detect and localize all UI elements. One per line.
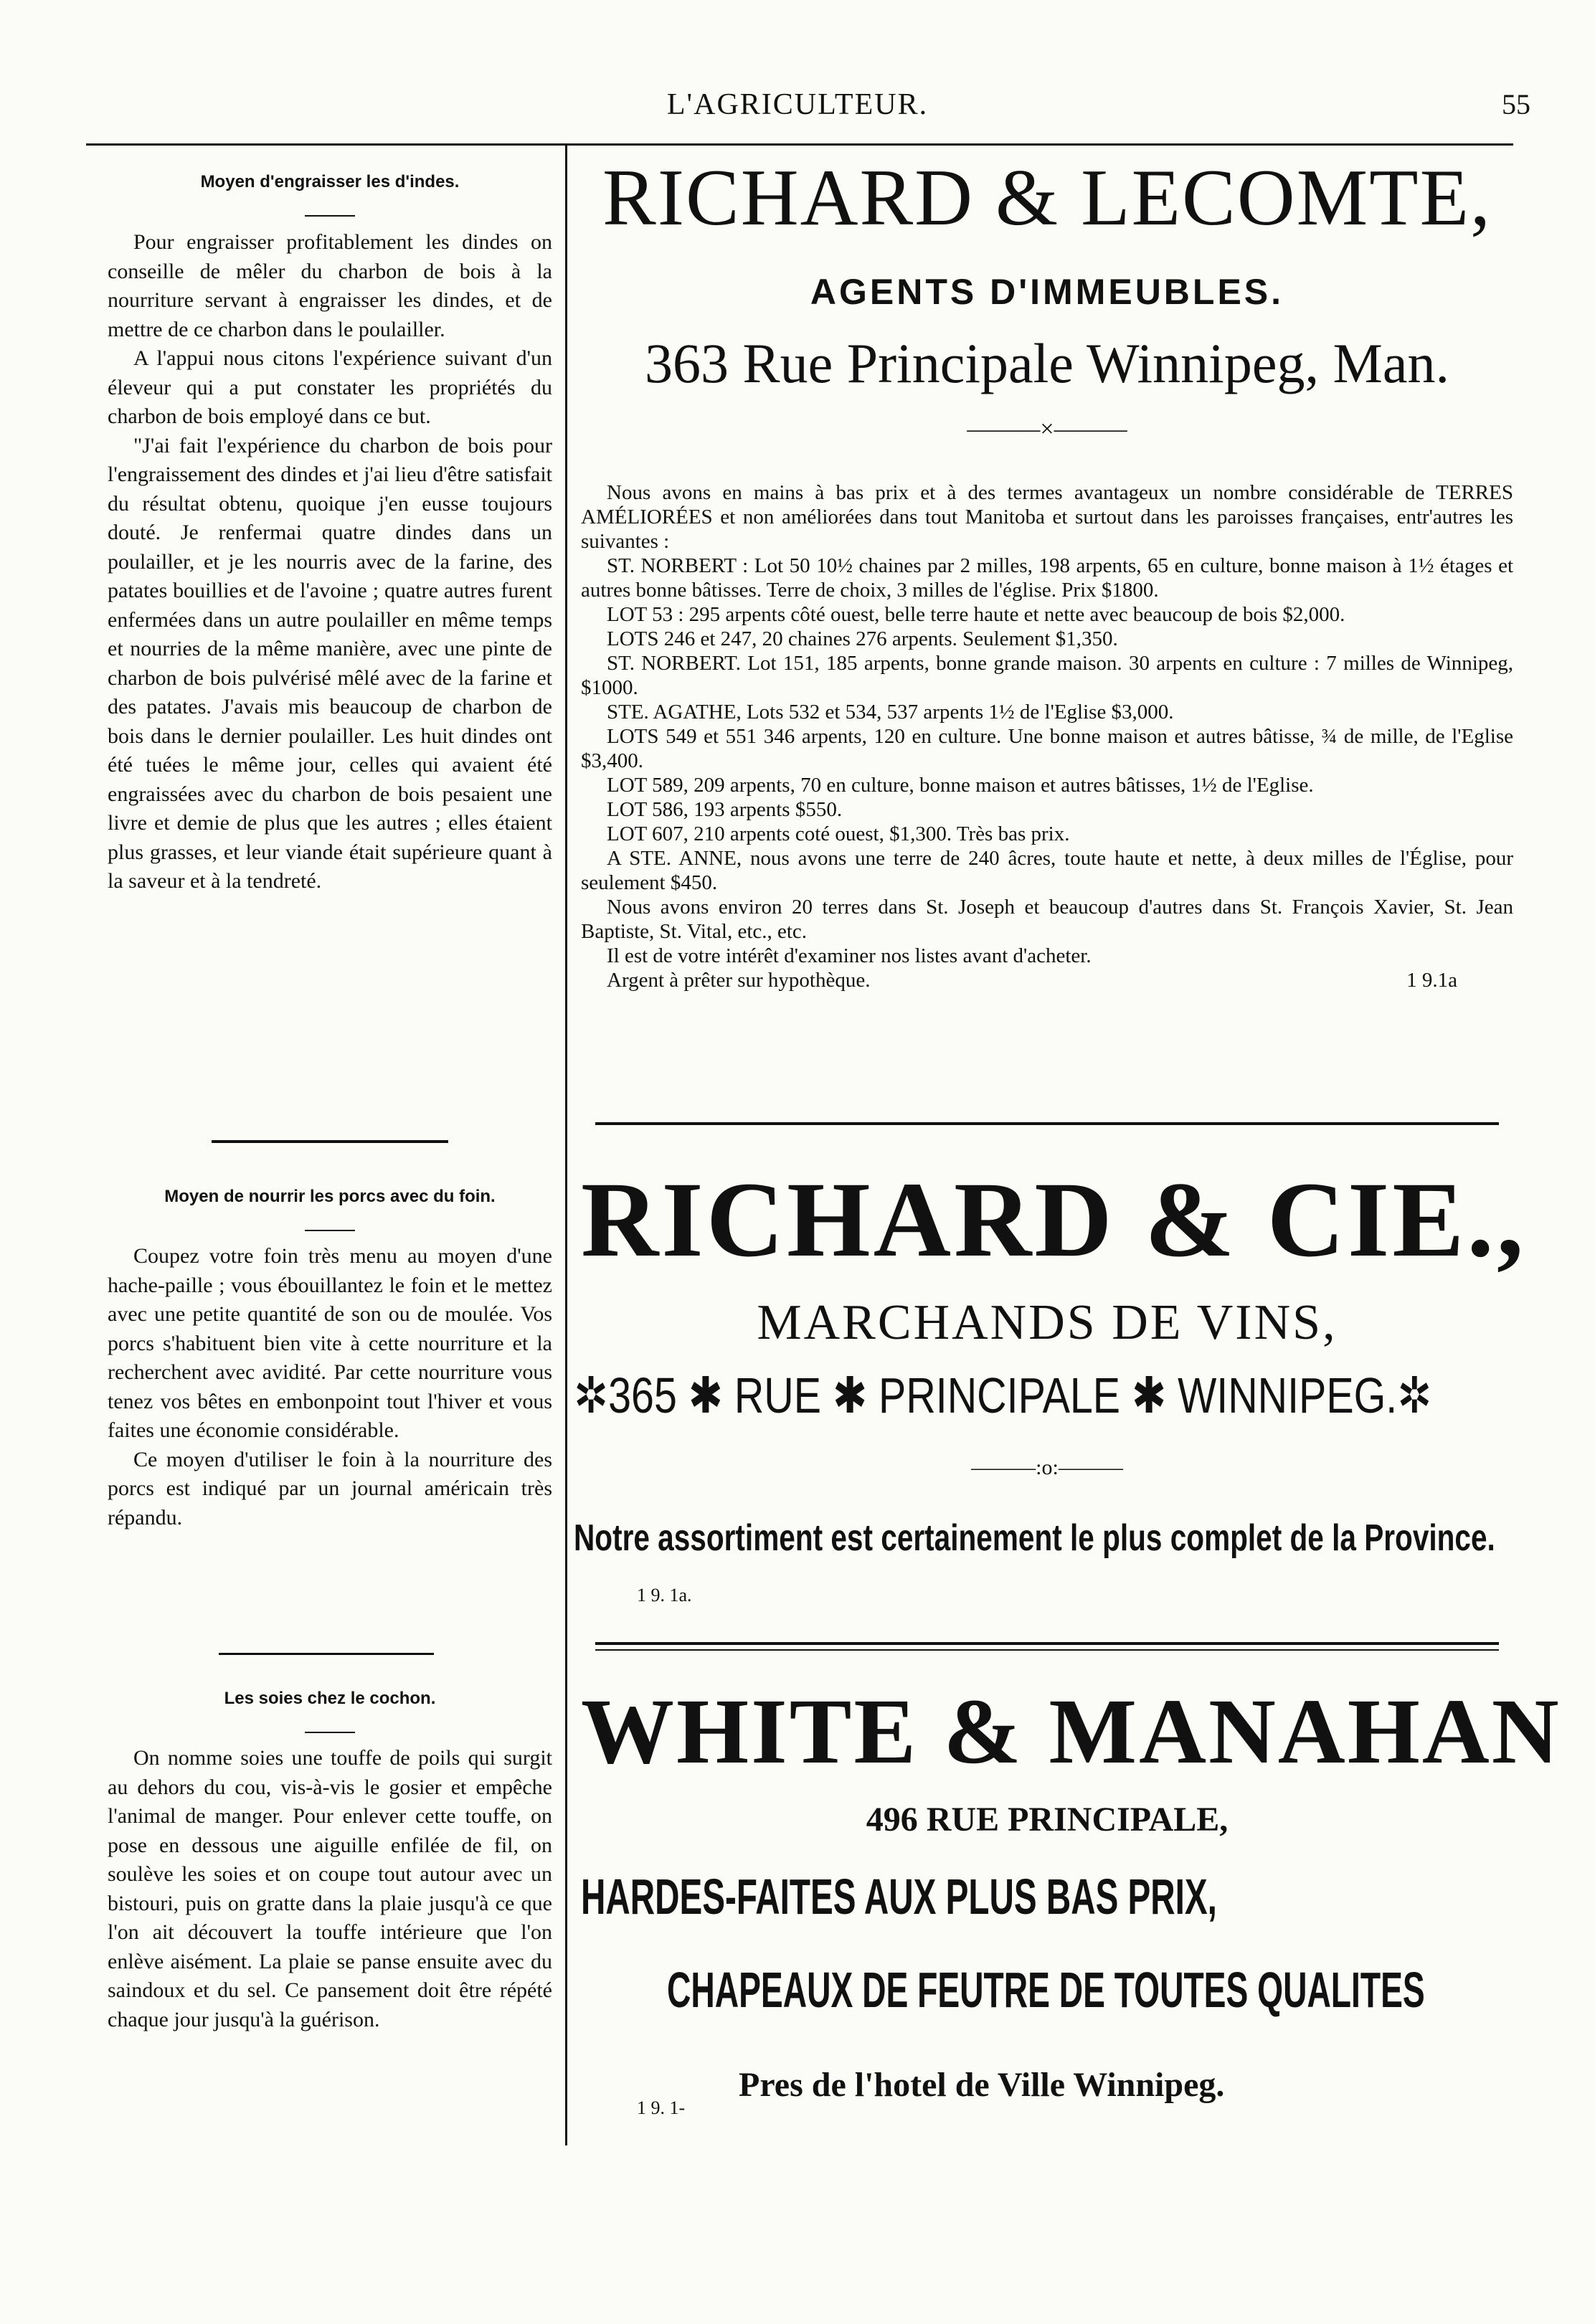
paragraph: A l'appui nous citons l'expérience suivant d'un éleveur qui a put constater les propriétés du charbon de bois employé dans ce but. <box>108 346 552 428</box>
ad-white-manahan-line2: CHAPEAUX DE FEUTRE DE TOUTES QUALITES <box>667 1962 1425 2018</box>
ad-richard-lecomte-listings <box>581 480 1513 992</box>
ornament-divider: ———:o:——— <box>971 1456 1123 1479</box>
listing-line: A STE. ANNE, nous avons une terre de 240 âcres, toute haute et nette, à deux milles de l'Église, pour seulement $450. <box>581 847 1513 894</box>
ad-white-manahan-address: 496 RUE PRINCIPALE, <box>866 1801 1229 1839</box>
column-divider <box>565 145 567 2145</box>
listing-line: LOT 589, 209 arpents, 70 en culture, bonne maison et autres bâtisses, 1½ de l'Eglise. <box>607 774 1314 797</box>
ad-richard-cie-subtitle: MARCHANDS DE VINS, <box>757 1295 1338 1350</box>
article-3-body <box>108 1744 552 2034</box>
listing-line: ST. NORBERT. Lot 151, 185 arpents, bonne grande maison. 30 arpents en culture : 7 milles de Winnipeg, $1000. <box>581 652 1513 699</box>
ad-richard-lecomte-subtitle: AGENTS D'IMMEUBLES. <box>810 272 1284 312</box>
article-2-title: Moyen de nourrir les porcs avec du foin. <box>164 1187 496 1206</box>
page-number: 55 <box>1502 88 1530 120</box>
ad-richard-cie-name: RICHARD & CIE., <box>581 1160 1527 1279</box>
article-separator <box>219 1653 434 1655</box>
ad-richard-cie-slogan: Notre assortiment est certainement le plus complet de la Province. <box>574 1517 1495 1559</box>
ad-separator <box>595 1122 1499 1125</box>
ad-richard-lecomte-address: 363 Rue Principale Winnipeg, Man. <box>645 332 1449 394</box>
ad-separator <box>595 1642 1499 1645</box>
ad-white-manahan-location: Pres de l'hotel de Ville Winnipeg. <box>739 2066 1225 2104</box>
article-1-body <box>108 228 552 896</box>
ad-richard-cie-address: ✲365 ✱ RUE ✱ PRINCIPALE ✱ WINNIPEG.✲ <box>574 1367 1432 1423</box>
ad-separator-thin <box>595 1649 1499 1651</box>
paragraph: Ce moyen d'utiliser le foin à la nourriture des porcs est indiqué par un journal américain très répandu. <box>108 1447 552 1529</box>
listing-line: LOT 53 : 295 arpents côté ouest, belle terre haute et nette avec beaucoup de bois $2,000. <box>607 603 1345 626</box>
ad-reference: 1 9. 1a. <box>637 1585 692 1606</box>
header-rule <box>86 143 1513 146</box>
listing-line: LOTS 246 et 247, 20 chaines 276 arpents. Seulement $1,350. <box>607 627 1118 650</box>
ad-richard-lecomte-name: RICHARD & LECOMTE, <box>602 153 1492 242</box>
listing-line: LOT 607, 210 arpents coté ouest, $1,300. Très bas prix. <box>607 822 1070 845</box>
article-1-title: Moyen d'engraisser les d'indes. <box>200 172 460 191</box>
ad-reference: 1 9.1a <box>1406 969 1457 992</box>
article-2-body <box>108 1242 552 1532</box>
title-rule <box>305 1230 355 1231</box>
paragraph: "J'ai fait l'expérience du charbon de bois pour l'engraissement des dindes et j'ai lieu d'être satisfait du résultat obtenu, quoique j'en eusse toujours douté. Je renfermai quatre dindes dans un poulailler, et je les nourris avec de la farine, des patates bouillies et de l'avoine ; quatre autres furent enfermées dans un autre poulailler en même temps et nourries de la même manière, avec une pinte de charbon de bois pulvérisé mêlé avec de la farine et des patates. J'avais mis beaucoup de charbon de bois dans le dernier poulailler. Les huit dindes ont été tuées le même jour, celles qui avaient été engraissées avec du charbon de bois pesaient une livre et demie de plus que les autres ; elles étaient plus grasses, et leur viande était supérieure quant à la saveur et à la tendreté. <box>108 433 552 893</box>
listing-line <box>581 968 1513 992</box>
ad-white-manahan-name: WHITE & MANAHAN <box>581 1680 1561 1783</box>
ornament-divider: ———×——— <box>967 416 1127 442</box>
listing-line: Il est de votre intérêt d'examiner nos listes avant d'acheter. <box>607 944 1092 967</box>
ad-white-manahan-line1: HARDES-FAITES AUX PLUS BAS PRIX, <box>581 1869 1217 1925</box>
listing-line: Nous avons environ 20 terres dans St. Joseph et beaucoup d'autres dans St. François Xavier, St. Jean Baptiste, St. Vital, etc., etc. <box>581 896 1513 943</box>
article-separator <box>212 1140 448 1143</box>
listing-line: Nous avons en mains à bas prix et à des termes avantageux un nombre considérable de TERRES AMÉLIORÉES et non améliorées dans tout Manitoba et surtout dans les paroisses françaises, entr'autres les suivantes : <box>581 481 1513 553</box>
title-rule <box>305 1732 355 1733</box>
journal-title: L'AGRICULTEUR. <box>666 88 929 121</box>
paragraph: Pour engraisser profitablement les dindes on conseille de mêler du charbon de bois à la nourriture servant à engraisser les dindes, et de mettre de ce charbon dans le poulailler. <box>108 230 552 341</box>
listing-line: ST. NORBERT : Lot 50 10½ chaines par 2 milles, 198 arpents, 65 en culture, bonne maison à 1½ étages et autres bonne bâtisses. Terre de choix, 3 milles de l'église. Prix $1800. <box>581 554 1513 602</box>
title-rule <box>305 215 355 217</box>
listing-text: Argent à prêter sur hypothèque. <box>607 969 871 992</box>
listing-line: STE. AGATHE, Lots 532 et 534, 537 arpents 1½ de l'Eglise $3,000. <box>607 701 1174 724</box>
ad-reference: 1 9. 1- <box>637 2097 686 2118</box>
paragraph: Coupez votre foin très menu au moyen d'une hache-paille ; vous ébouillantez le foin et le mettez avec une petite quantité de son ou de moulée. Vos porcs s'habituent bien vite à cette nourriture et la recherchent avec avidité. Par cette nourriture vous tenez vos bêtes en embonpoint tout l'hiver et vous faites une économie considérable. <box>108 1244 552 1442</box>
listing-line: LOTS 549 et 551 346 arpents, 120 en culture. Une bonne maison et autres bâtisse, ¾ de mille, de l'Eglise $3,400. <box>581 725 1513 772</box>
paragraph: On nomme soies une touffe de poils qui surgit au dehors du cou, vis-à-vis le gosier et empêche l'animal de manger. Pour enlever cette touffe, on pose en dessous une aiguille enfilée de fil, on soulève les soies et on coupe tout autour avec un bistouri, puis on gratte dans la plaie jusqu'à ce que l'on ait découvert la touffe intérieure que l'on enlève aisément. La plaie se panse ensuite avec du saindoux et du sel. Ce pansement doit être répété chaque jour jusqu'à la guérison. <box>108 1746 552 2031</box>
article-3-title: Les soies chez le cochon. <box>224 1689 436 1708</box>
listing-line: LOT 586, 193 arpents $550. <box>607 798 843 821</box>
